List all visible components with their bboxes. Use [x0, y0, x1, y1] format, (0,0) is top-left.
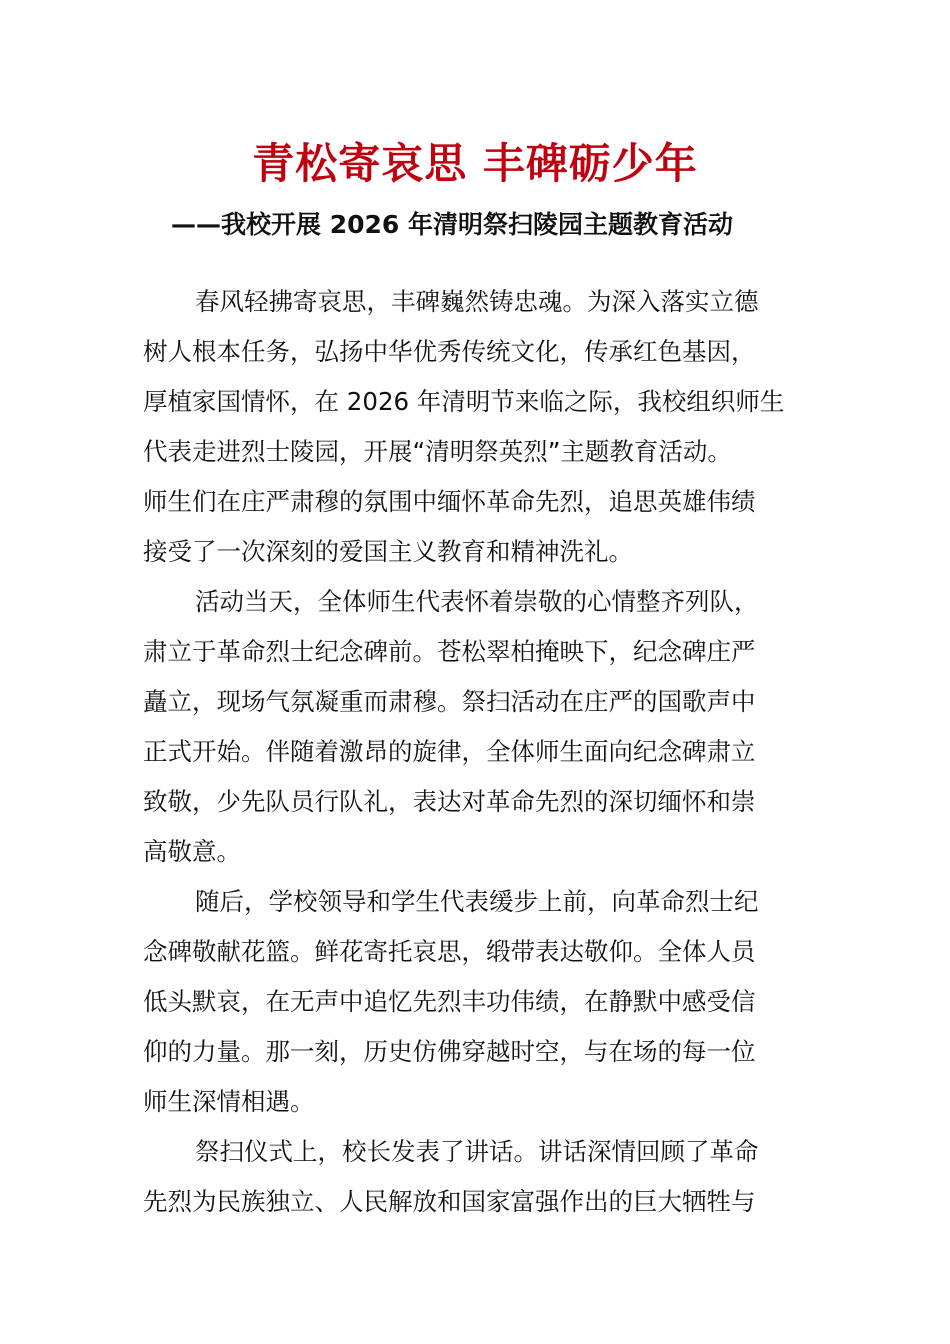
paragraph-line: 念碑敬献花篮。鲜花寄托哀思，缎带表达敬仰。全体人员 [143, 937, 756, 966]
paragraph-line: 致敬，少先队员行队礼，表达对革命先烈的深切缅怀和崇 [143, 787, 756, 816]
paragraph-line: 祭扫仪式上，校长发表了讲话。讲话深情回顾了革命 [195, 1137, 759, 1166]
paragraph-line: 正式开始。伴随着激昂的旋律，全体师生面向纪念碑肃立 [143, 737, 756, 766]
paragraph-line: 师生深情相遇。 [143, 1087, 315, 1116]
paragraph-line: 代表走进烈士陵园，开展“清明祭英烈”主题教育活动。 [143, 437, 732, 466]
paragraph-line: 矗立，现场气氛凝重而肃穆。祭扫活动在庄严的国歌声中 [143, 687, 756, 716]
document-subtitle: ——我校开展 2026 年清明祭扫陵园主题教育活动 [171, 210, 733, 239]
paragraph-line: 活动当天，全体师生代表怀着崇敬的心情整齐列队， [195, 587, 759, 616]
paragraph-line: 师生们在庄严肃穆的氛围中缅怀革命先烈，追思英雄伟绩 [143, 487, 756, 516]
paragraph-line: 肃立于革命烈士纪念碑前。苍松翠柏掩映下，纪念碑庄严 [143, 637, 756, 666]
paragraph-line: 接受了一次深刻的爱国主义教育和精神洗礼。 [143, 537, 633, 566]
paragraph-4 [143, 1127, 811, 1227]
paragraph-line: 春风轻拂寄哀思，丰碑巍然铸忠魂。为深入落实立德 [195, 287, 759, 316]
paragraph-2 [143, 577, 811, 877]
paragraph-line: 仰的力量。那一刻，历史仿佛穿越时空，与在场的每一位 [143, 1037, 756, 1066]
paragraph-line: 随后，学校领导和学生代表缓步上前，向革命烈士纪 [195, 887, 759, 916]
paragraph-line: 高敬意。 [143, 837, 241, 866]
paragraph-1 [143, 277, 811, 577]
paragraph-line: 低头默哀，在无声中追忆先烈丰功伟绩，在静默中感受信 [143, 987, 756, 1016]
document-title: 青松寄哀思 丰碑砺少年 [252, 139, 698, 188]
paragraph-3 [143, 877, 811, 1127]
document-body [143, 277, 811, 1227]
paragraph-line: 先烈为民族独立、人民解放和国家富强作出的巨大牺牲与 [143, 1187, 756, 1216]
paragraph-line: 厚植家国情怀，在 2026 年清明节来临之际，我校组织师生 [143, 387, 785, 416]
paragraph-line: 树人根本任务，弘扬中华优秀传统文化，传承红色基因， [143, 337, 756, 366]
